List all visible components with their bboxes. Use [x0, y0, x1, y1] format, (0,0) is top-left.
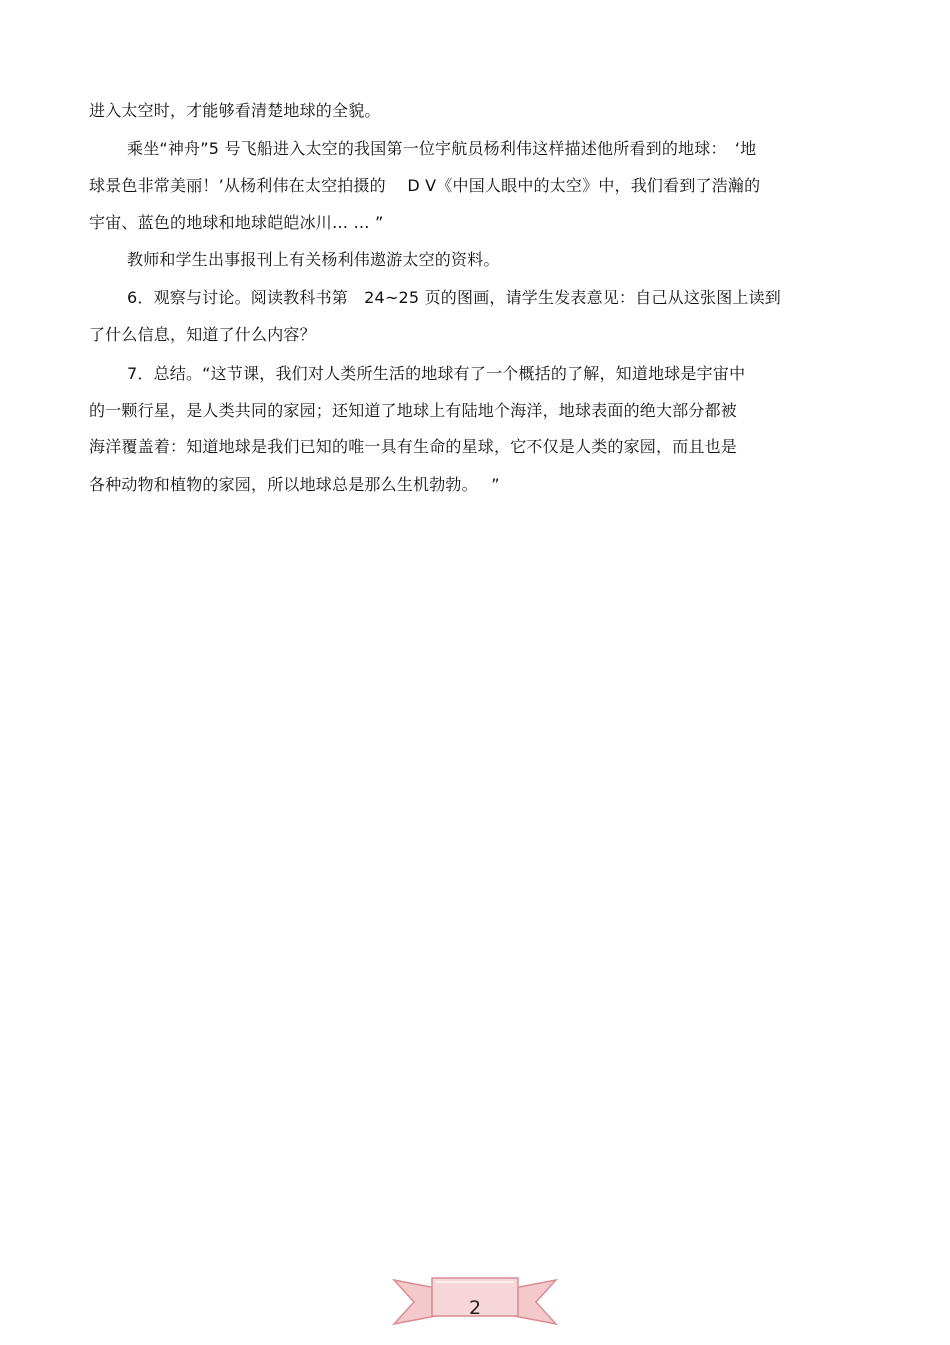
- text-line-9: 的一颗行星，是人类共同的家园；还知道了地球上有陆地个海洋，地球表面的绝大部分都被: [89, 401, 738, 420]
- page-number: 2: [468, 1297, 482, 1319]
- text-line-3: 球景色非常美丽！’从杨利伟在太空拍摄的 D V《中国人眼中的太空》中，我们看到了浩瀚的: [89, 176, 761, 195]
- text-line-8: 7．总结。“这节课，我们对人类所生活的地球有了一个概括的了解，知道地球是宇宙中: [127, 364, 746, 383]
- text-line-7: 了什么信息，知道了什么内容？: [89, 325, 316, 344]
- text-line-2: 乘坐“神舟”5 号飞船进入太空的我国第一位宇航员杨利伟这样描述他所看到的地球： ‘地: [127, 139, 757, 158]
- page-footer: [392, 1272, 558, 1330]
- text-line-10: 海洋覆盖着：知道地球是我们已知的唯一具有生命的星球，它不仅是人类的家园，而且也是: [89, 437, 738, 456]
- text-line-5: 教师和学生出事报刊上有关杨利伟遨游太空的资料。: [127, 250, 500, 269]
- text-line-11: 各种动物和植物的家园，所以地球总是那么生机勃勃。 ”: [89, 475, 500, 494]
- text-line-4: 宇宙、蓝色的地球和地球皑皑冰川… … ”: [89, 213, 384, 232]
- text-line-6: 6．观察与讨论。阅读教科书第 24~25 页的图画，请学生发表意见：自己从这张图上读到: [127, 288, 781, 307]
- text-line-1: 进入太空时，才能够看清楚地球的全貌。: [89, 101, 381, 120]
